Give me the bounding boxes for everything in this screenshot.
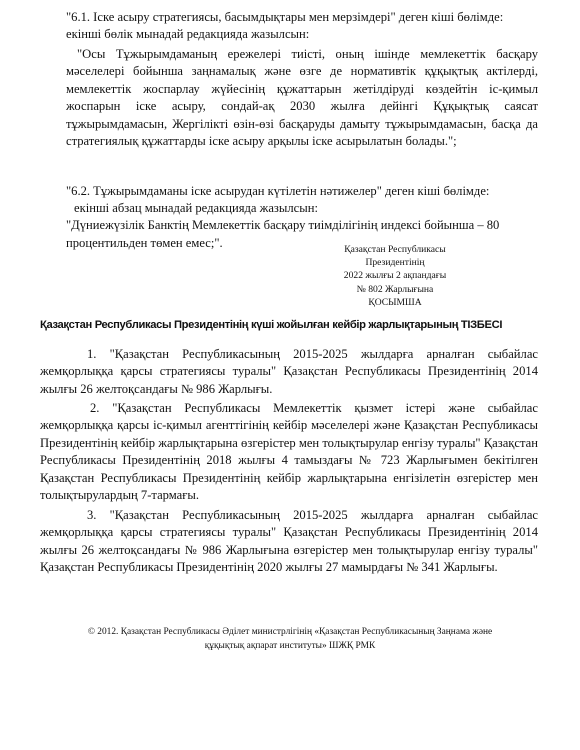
section-6-2-quote-line2: процентильден төмен емес;".: [66, 236, 223, 250]
list-item: 3. "Қазақстан Республикасының 2015-2025 жылдарға арналған сыбайлас жемқорлыққа қарсы стратегиясы туралы" Қазақстан Республикасы Президентінің 2014 жылғы 26 желтоқсандағы № 986 Жарлығына өзгерістер мен толықтырулар енгізу туралы" Қазақстан Республикасы Президентінің 2020 жылғы 27 мамырдағы № 341 Жарлығы.: [40, 508, 538, 575]
appendix-line: Қазақстан Республикасы: [344, 244, 446, 255]
section-6-2-quote-line1: "Дүниежүзілік Банктің Мемлекеттік басқару тиімділігінің индексі бойынша – 80: [66, 218, 500, 232]
appendix-line: 2022 жылғы 2 ақпандағы: [343, 270, 447, 282]
section-6-1-intro-line1: "6.1. Іске асыру стратегиясы, басымдықтары мен мерзімдері" деген кіші бөлімде:: [66, 10, 504, 24]
section-6-2-intro-line1: "6.2. Тұжырымдаманы іске асырудан күтілетін нәтижелер" деген кіші бөлімде:: [66, 184, 490, 198]
appendix-header: [300, 243, 490, 309]
list-item: 1. "Қазақстан Республикасының 2015-2025 жылдарға арналған сыбайлас жемқорлыққа қарсы стратегиясы туралы" Қазақстан Республикасы Президентінің 2014 жылғы 26 желтоқсандағы № 986 Жарлығы.: [40, 347, 538, 396]
section-6-1-quote: "Осы Тұжырымдаманың ережелері тиісті, оның ішінде мемлекеттік басқару мәселелері бойынша заңнамалық және өзге де нормативтік құқықтық актілерді, мемлекеттік жоспарлау жүйесінің құжаттарын жетілдіруді көздейтін іс-қимыл жоспарын іске асыру, сондай-ақ 2030 жылға дейінгі Құқықтық саясат тұжырымдамасын, Жергілікті өзін-өзі басқаруды дамыту тұжырымдамасын, басқа да стратегиялық құжаттарды іске асыру арқылы іске асырылатын болады.";: [66, 47, 538, 149]
footer-copyright: [40, 626, 540, 653]
appendix-line: Президентінің: [365, 257, 425, 269]
footer-line: құқықтық ақпарат институты» ШЖҚ РМК: [204, 640, 376, 651]
list-title: Қазақстан Республикасы Президентінің күші жойылған кейбір жарлықтарының ТІЗБЕСІ: [40, 319, 503, 331]
appendix-line: № 802 Жарлығына: [356, 283, 434, 295]
footer-line: © 2012. Қазақстан Республикасы Әділет министрлігінің «Қазақстан Республикасының Заңнама және: [87, 627, 493, 637]
section-6-1-intro-line2: екінші бөлік мынадай редакцияда жазылсын:: [66, 27, 310, 41]
list-item: 2. "Қазақстан Республикасы Мемлекеттік қызмет істері және сыбайлас жемқорлыққа қарсы іс-қимыл агенттігінің кейбір мәселелері және Қазақстан Республикасы Президентінің кейбір жарлықтарына өзгерістер мен толықтырулар енгізу туралы" Қазақстан Республикасы Президентінің 2018 жылғы 4 тамыздағы № 723 Жарлығымен бекітілген Қазақстан Республикасы Президентінің кейбір жарлықтарына енгізілетін өзгерістер мен толықтырулардың 7-тармағы.: [40, 401, 538, 503]
appendix-label: ҚОСЫМША: [368, 296, 422, 308]
section-6-2-intro-line2: екінші абзац мынадай редакцияда жазылсын:: [74, 201, 318, 215]
